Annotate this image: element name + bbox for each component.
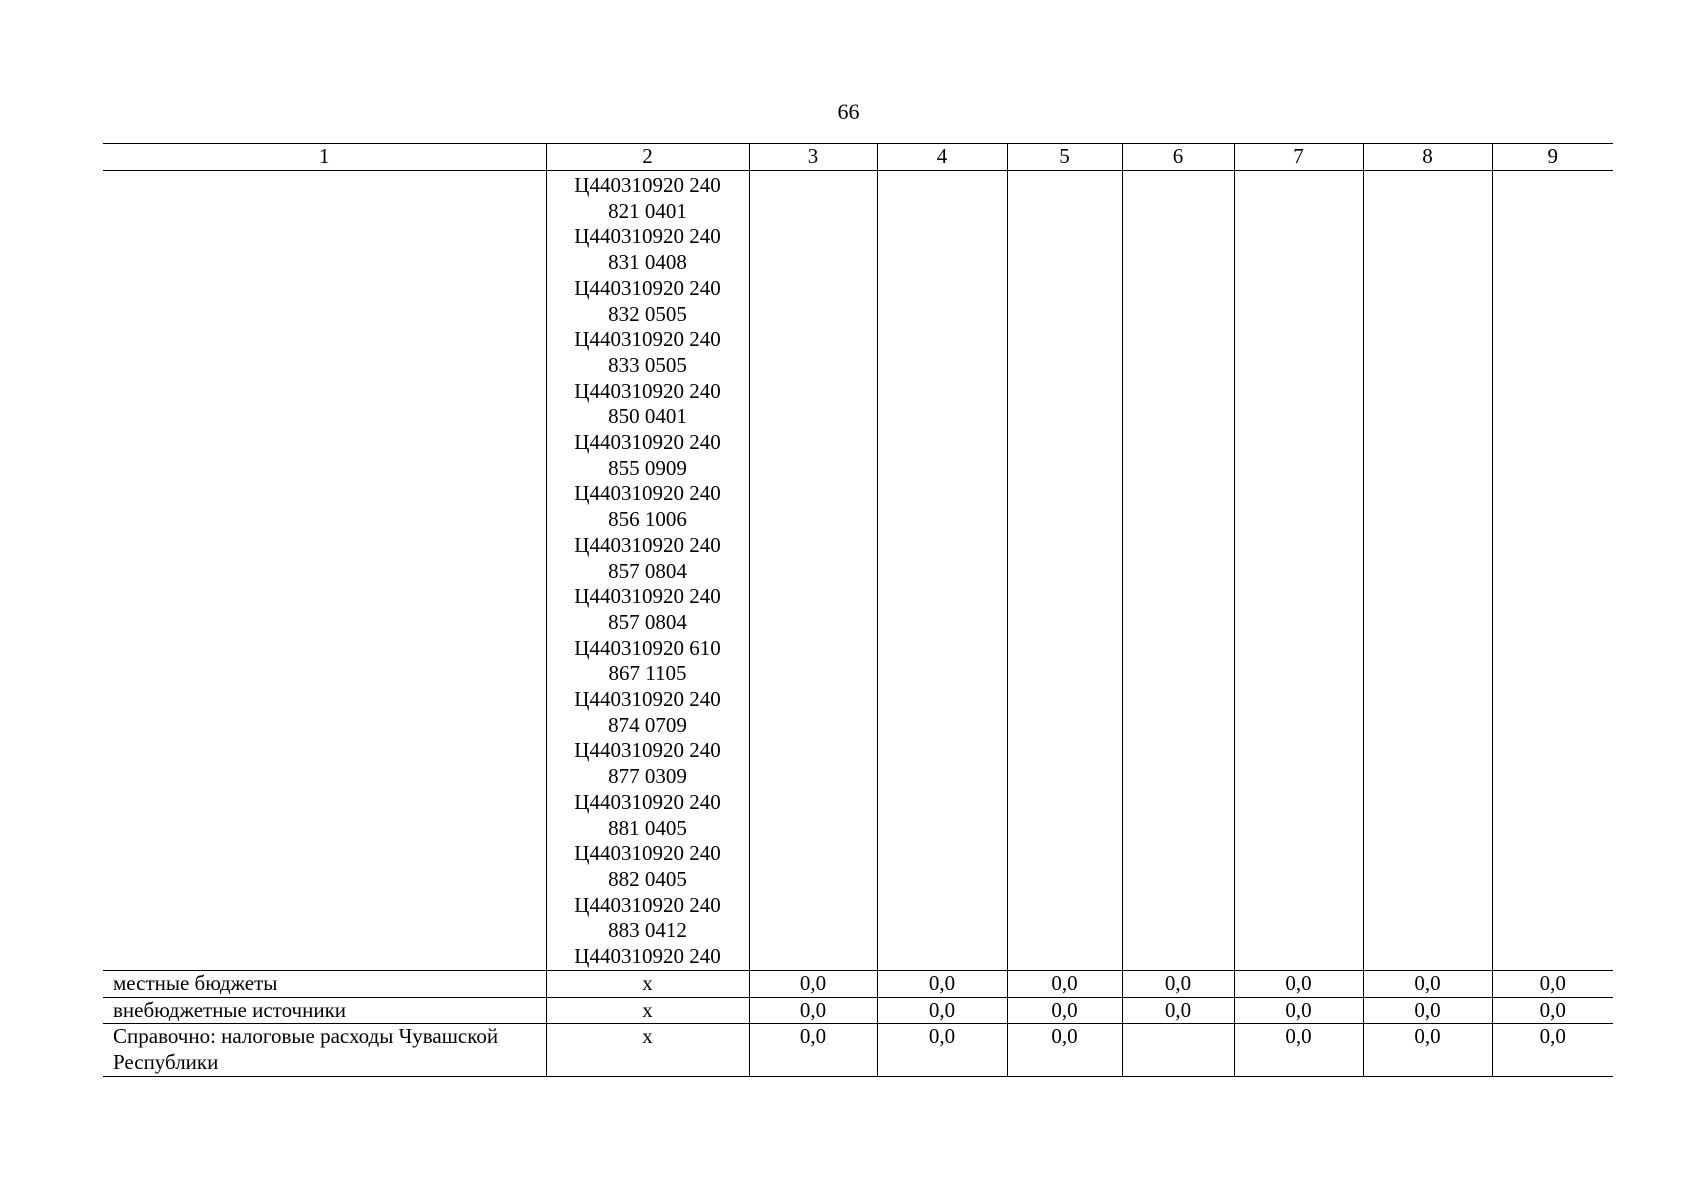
value-cell: 0,0 [877, 970, 1007, 997]
budget-code-line: 833 0505 [608, 352, 687, 377]
budget-code-line: Ц440310920 240 [574, 430, 721, 455]
empty-cell [1492, 171, 1613, 971]
budget-code-line: 855 0909 [608, 455, 687, 480]
value-cell: 0,0 [1492, 970, 1613, 997]
budget-code-line: Ц440310920 240 [574, 584, 721, 609]
budget-code-line: 831 0408 [608, 250, 687, 275]
budget-code-line: Ц440310920 240 [574, 944, 721, 969]
budget-code-line: Ц440310920 240 [574, 789, 721, 814]
budget-code-line: 832 0505 [608, 301, 687, 326]
empty-cell [1234, 171, 1363, 971]
row-label: Справочно: налоговые расходы Чувашской Республики [103, 1024, 546, 1076]
budget-code-line: Ц440310920 240 [574, 275, 721, 300]
budget-code-line: Ц440310920 240 [574, 224, 721, 249]
budget-code-line: Ц440310920 240 [574, 738, 721, 763]
column-header: 4 [877, 144, 1007, 171]
row-code: x [546, 997, 749, 1024]
column-header: 5 [1007, 144, 1122, 171]
empty-cell [1363, 171, 1492, 971]
value-cell [1122, 1024, 1234, 1076]
table-row-local-budgets [103, 970, 1613, 997]
budget-code-line: 867 1105 [608, 661, 687, 686]
budget-codes-cell [546, 171, 749, 971]
budget-code-line: Ц440310920 240 [574, 327, 721, 352]
column-header: 9 [1492, 144, 1613, 171]
table-row-tax-expenditures [103, 1024, 1613, 1076]
empty-cell [103, 171, 546, 971]
budget-code-line: Ц440310920 240 [574, 532, 721, 557]
budget-code-line: Ц440310920 240 [574, 173, 721, 197]
row-code: x [546, 1024, 749, 1076]
table-row-extrabudgetary [103, 997, 1613, 1024]
value-cell: 0,0 [1363, 1024, 1492, 1076]
budget-code-line: 883 0412 [608, 918, 687, 943]
value-cell: 0,0 [1234, 1024, 1363, 1076]
page-number: 66 [837, 99, 860, 124]
value-cell: 0,0 [877, 997, 1007, 1024]
budget-code-line: Ц440310920 240 [574, 892, 721, 917]
value-cell: 0,0 [1122, 970, 1234, 997]
row-label: местные бюджеты [103, 970, 546, 997]
value-cell: 0,0 [1007, 1024, 1122, 1076]
value-cell: 0,0 [749, 1024, 877, 1076]
value-cell: 0,0 [1234, 970, 1363, 997]
value-cell: 0,0 [749, 970, 877, 997]
budget-code-line: 881 0405 [608, 815, 687, 840]
row-label: внебюджетные источники [103, 997, 546, 1024]
value-cell: 0,0 [1234, 997, 1363, 1024]
value-cell: 0,0 [877, 1024, 1007, 1076]
header-row [103, 144, 1613, 171]
budget-code-line: 877 0309 [608, 764, 687, 789]
budget-code-line: Ц440310920 240 [574, 481, 721, 506]
column-header: 2 [546, 144, 749, 171]
budget-code-line: Ц440310920 240 [574, 378, 721, 403]
value-cell: 0,0 [1492, 997, 1613, 1024]
empty-cell [877, 171, 1007, 971]
value-cell: 0,0 [1007, 970, 1122, 997]
budget-code-line: Ц440310920 240 [574, 841, 721, 866]
budget-code-line: 850 0401 [608, 404, 687, 429]
value-cell: 0,0 [1492, 1024, 1613, 1076]
budget-code-line: 857 0804 [608, 609, 687, 634]
budget-code-line: 821 0401 [608, 198, 687, 223]
row-code: x [546, 970, 749, 997]
empty-cell [1007, 171, 1122, 971]
budget-code-line: Ц440310920 610 [574, 635, 721, 660]
budget-table [103, 143, 1613, 1077]
value-cell: 0,0 [1363, 997, 1492, 1024]
column-header: 3 [749, 144, 877, 171]
value-cell: 0,0 [1122, 997, 1234, 1024]
empty-cell [1122, 171, 1234, 971]
value-cell: 0,0 [749, 997, 877, 1024]
column-header: 1 [103, 144, 546, 171]
empty-cell [749, 171, 877, 971]
value-cell: 0,0 [1007, 997, 1122, 1024]
budget-code-line: Ц440310920 240 [574, 687, 721, 712]
value-cell: 0,0 [1363, 970, 1492, 997]
codes-row [103, 171, 1613, 971]
column-header: 6 [1122, 144, 1234, 171]
budget-code-line: 874 0709 [608, 712, 687, 737]
budget-code-line: 882 0405 [608, 866, 687, 891]
budget-code-line: 856 1006 [608, 507, 687, 532]
budget-code-line: 857 0804 [608, 558, 687, 583]
column-header: 8 [1363, 144, 1492, 171]
column-header: 7 [1234, 144, 1363, 171]
